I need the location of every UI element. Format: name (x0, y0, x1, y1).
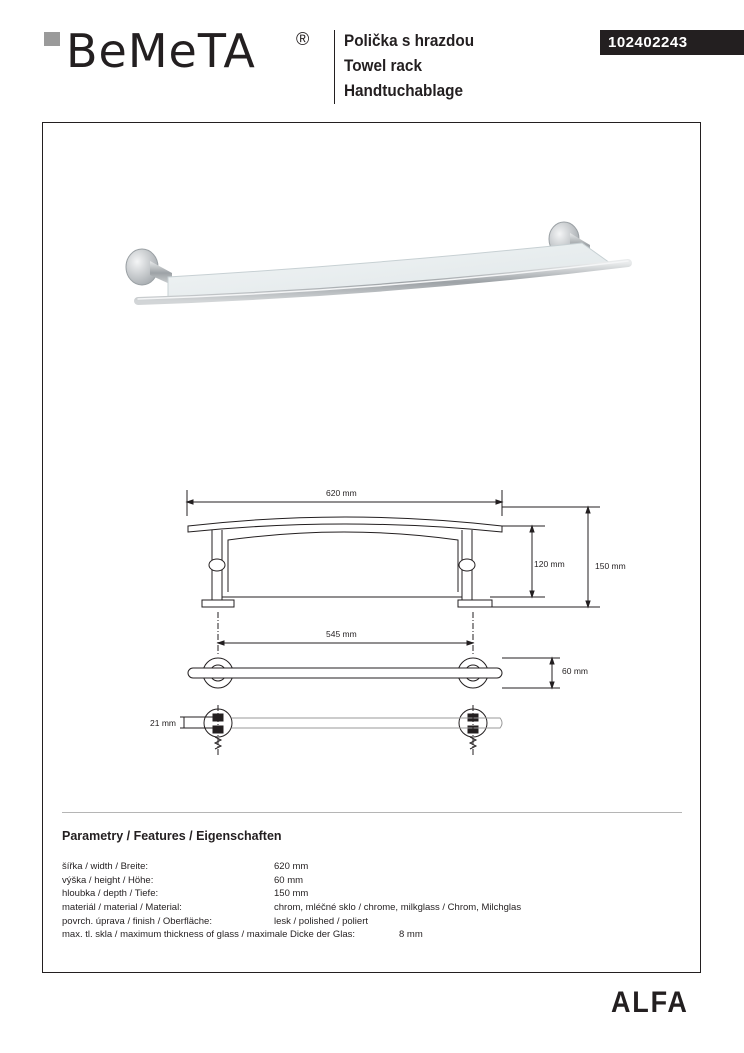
feature-row-height (62, 874, 662, 888)
product-code: 102402243 (600, 30, 744, 55)
brand-logo (44, 24, 316, 78)
feature-label: výška / height / Höhe: (62, 874, 154, 886)
series-name: ALFA (611, 986, 689, 1019)
dim-glass-height: 120 mm (534, 559, 565, 569)
dim-rosette: 21 mm (150, 718, 176, 728)
feature-row-glass-thickness (62, 928, 662, 942)
feature-value: 620 mm (274, 861, 309, 872)
feature-value: 60 mm (274, 874, 304, 886)
dim-depth: 60 mm (562, 666, 588, 676)
product-titles (344, 28, 489, 103)
title-divider (334, 30, 335, 104)
features-heading: Parametry / Features / Eigenschaften (62, 829, 282, 843)
title-english: Towel rack (344, 56, 422, 75)
feature-label: materiál / material / Material: (62, 902, 182, 914)
feature-row-depth (62, 887, 662, 901)
dim-total-height: 150 mm (595, 561, 626, 571)
dim-mount-spacing: 545 mm (326, 629, 357, 639)
logo-wordmark: BeMeTA (66, 24, 256, 78)
feature-label: max. tl. skla / maximum thickness of glass / maximale Dicke der Glas: (62, 929, 355, 941)
product-photo (120, 215, 635, 315)
feature-label: hloubka / depth / Tiefe: (62, 888, 159, 900)
feature-row-material (62, 901, 662, 915)
registered-mark: ® (296, 29, 310, 49)
feature-value: lesk / polished / poliert (274, 915, 368, 927)
feature-value: 150 mm (274, 888, 309, 900)
feature-row-width (62, 860, 662, 874)
feature-row-finish (62, 915, 662, 929)
features-divider (62, 812, 682, 813)
title-german: Handtuchablage (344, 81, 464, 100)
technical-drawing (140, 480, 640, 770)
logo-square (44, 32, 60, 46)
title-czech: Polička s hrazdou (344, 31, 475, 50)
feature-label: šířka / width / Breite: (62, 861, 149, 872)
feature-label: povrch. úprava / finish / Oberfläche: (62, 915, 212, 927)
feature-value: chrom, mléčné sklo / chrome, milkglass / Chrom, Milchglas (274, 902, 522, 914)
features-table (62, 860, 662, 942)
feature-value: 8 mm (399, 929, 423, 941)
left-wall-mount (126, 249, 172, 285)
dim-width: 620 mm (326, 488, 357, 498)
